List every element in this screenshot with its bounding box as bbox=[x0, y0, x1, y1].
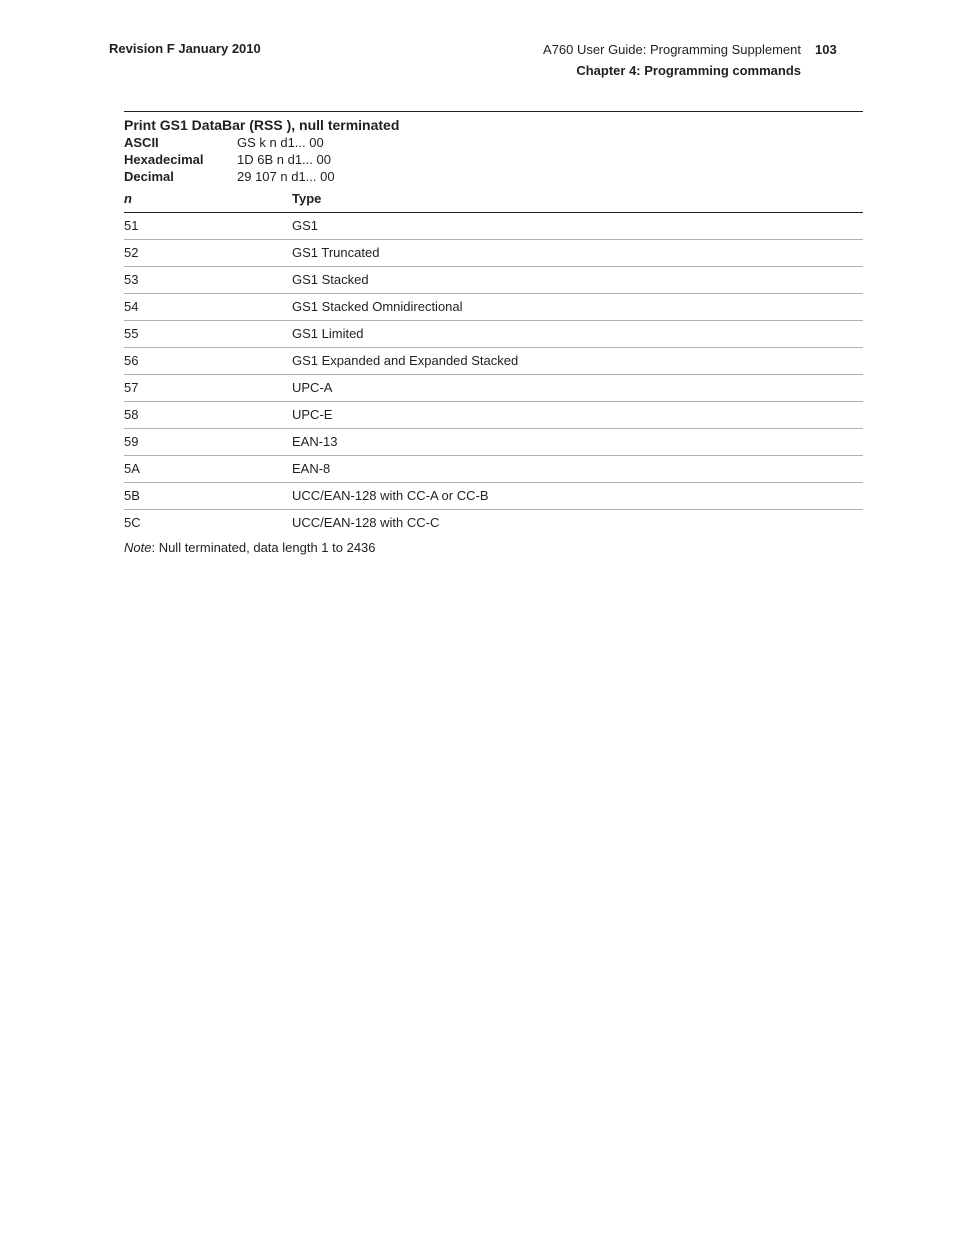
cell-type: GS1 Stacked bbox=[292, 272, 369, 287]
code-label: Decimal bbox=[124, 169, 174, 184]
cell-type: GS1 Expanded and Expanded Stacked bbox=[292, 353, 519, 368]
command-section bbox=[124, 111, 863, 555]
cell-n: 53 bbox=[124, 272, 139, 287]
cell-n: 56 bbox=[124, 353, 139, 368]
cell-n: 52 bbox=[124, 245, 139, 260]
code-row-ascii bbox=[124, 134, 863, 151]
cell-n: 55 bbox=[124, 326, 139, 341]
code-value: 1D 6B n d1... 00 bbox=[237, 152, 331, 167]
cell-type: UCC/EAN-128 with CC-C bbox=[292, 515, 440, 530]
code-label: ASCII bbox=[124, 135, 159, 150]
table-row bbox=[124, 429, 863, 456]
table-row bbox=[124, 213, 863, 240]
note-text: : Null terminated, data length 1 to 2436 bbox=[151, 540, 376, 555]
column-header-n: n bbox=[124, 191, 132, 206]
table-row bbox=[124, 240, 863, 267]
table-row bbox=[124, 510, 863, 536]
code-value: GS k n d1... 00 bbox=[237, 135, 324, 150]
code-value: 29 107 n d1... 00 bbox=[237, 169, 335, 184]
cell-type: UCC/EAN-128 with CC-A or CC-B bbox=[292, 488, 489, 503]
table-body bbox=[124, 213, 863, 536]
cell-n: 58 bbox=[124, 407, 139, 422]
table-row bbox=[124, 375, 863, 402]
table-row bbox=[124, 294, 863, 321]
cell-type: GS1 bbox=[292, 218, 319, 233]
table-row bbox=[124, 456, 863, 483]
running-header bbox=[543, 39, 841, 81]
command-title: Print GS1 DataBar (RSS ), null terminated bbox=[124, 117, 400, 133]
cell-n: 59 bbox=[124, 434, 139, 449]
table-row bbox=[124, 402, 863, 429]
table-row bbox=[124, 348, 863, 375]
cell-n: 57 bbox=[124, 380, 139, 395]
cell-n: 51 bbox=[124, 218, 139, 233]
table-row bbox=[124, 483, 863, 510]
code-row-decimal bbox=[124, 168, 863, 185]
cell-type: GS1 Stacked Omnidirectional bbox=[292, 299, 463, 314]
cell-n: 5B bbox=[124, 488, 140, 503]
table-row bbox=[124, 321, 863, 348]
cell-n: 5C bbox=[124, 515, 141, 530]
table-row bbox=[124, 267, 863, 294]
revision-label: Revision F January 2010 bbox=[109, 41, 261, 56]
table-header bbox=[124, 190, 863, 213]
column-header-type: Type bbox=[292, 191, 322, 206]
cell-type: EAN-13 bbox=[292, 434, 338, 449]
cell-type: GS1 Truncated bbox=[292, 245, 380, 260]
cell-type: EAN-8 bbox=[292, 461, 331, 476]
table-note bbox=[124, 540, 863, 555]
guide-title: A760 User Guide: Programming Supplement bbox=[543, 42, 801, 57]
page-number: 103 bbox=[815, 42, 837, 57]
cell-type: GS1 Limited bbox=[292, 326, 364, 341]
cell-type: UPC-E bbox=[292, 407, 333, 422]
cell-n: 54 bbox=[124, 299, 139, 314]
cell-n: 5A bbox=[124, 461, 140, 476]
cell-type: UPC-A bbox=[292, 380, 333, 395]
chapter-title: Chapter 4: Programming commands bbox=[576, 63, 801, 78]
code-row-hexadecimal bbox=[124, 151, 863, 168]
note-label: Note bbox=[124, 540, 152, 555]
code-label: Hexadecimal bbox=[124, 152, 204, 167]
